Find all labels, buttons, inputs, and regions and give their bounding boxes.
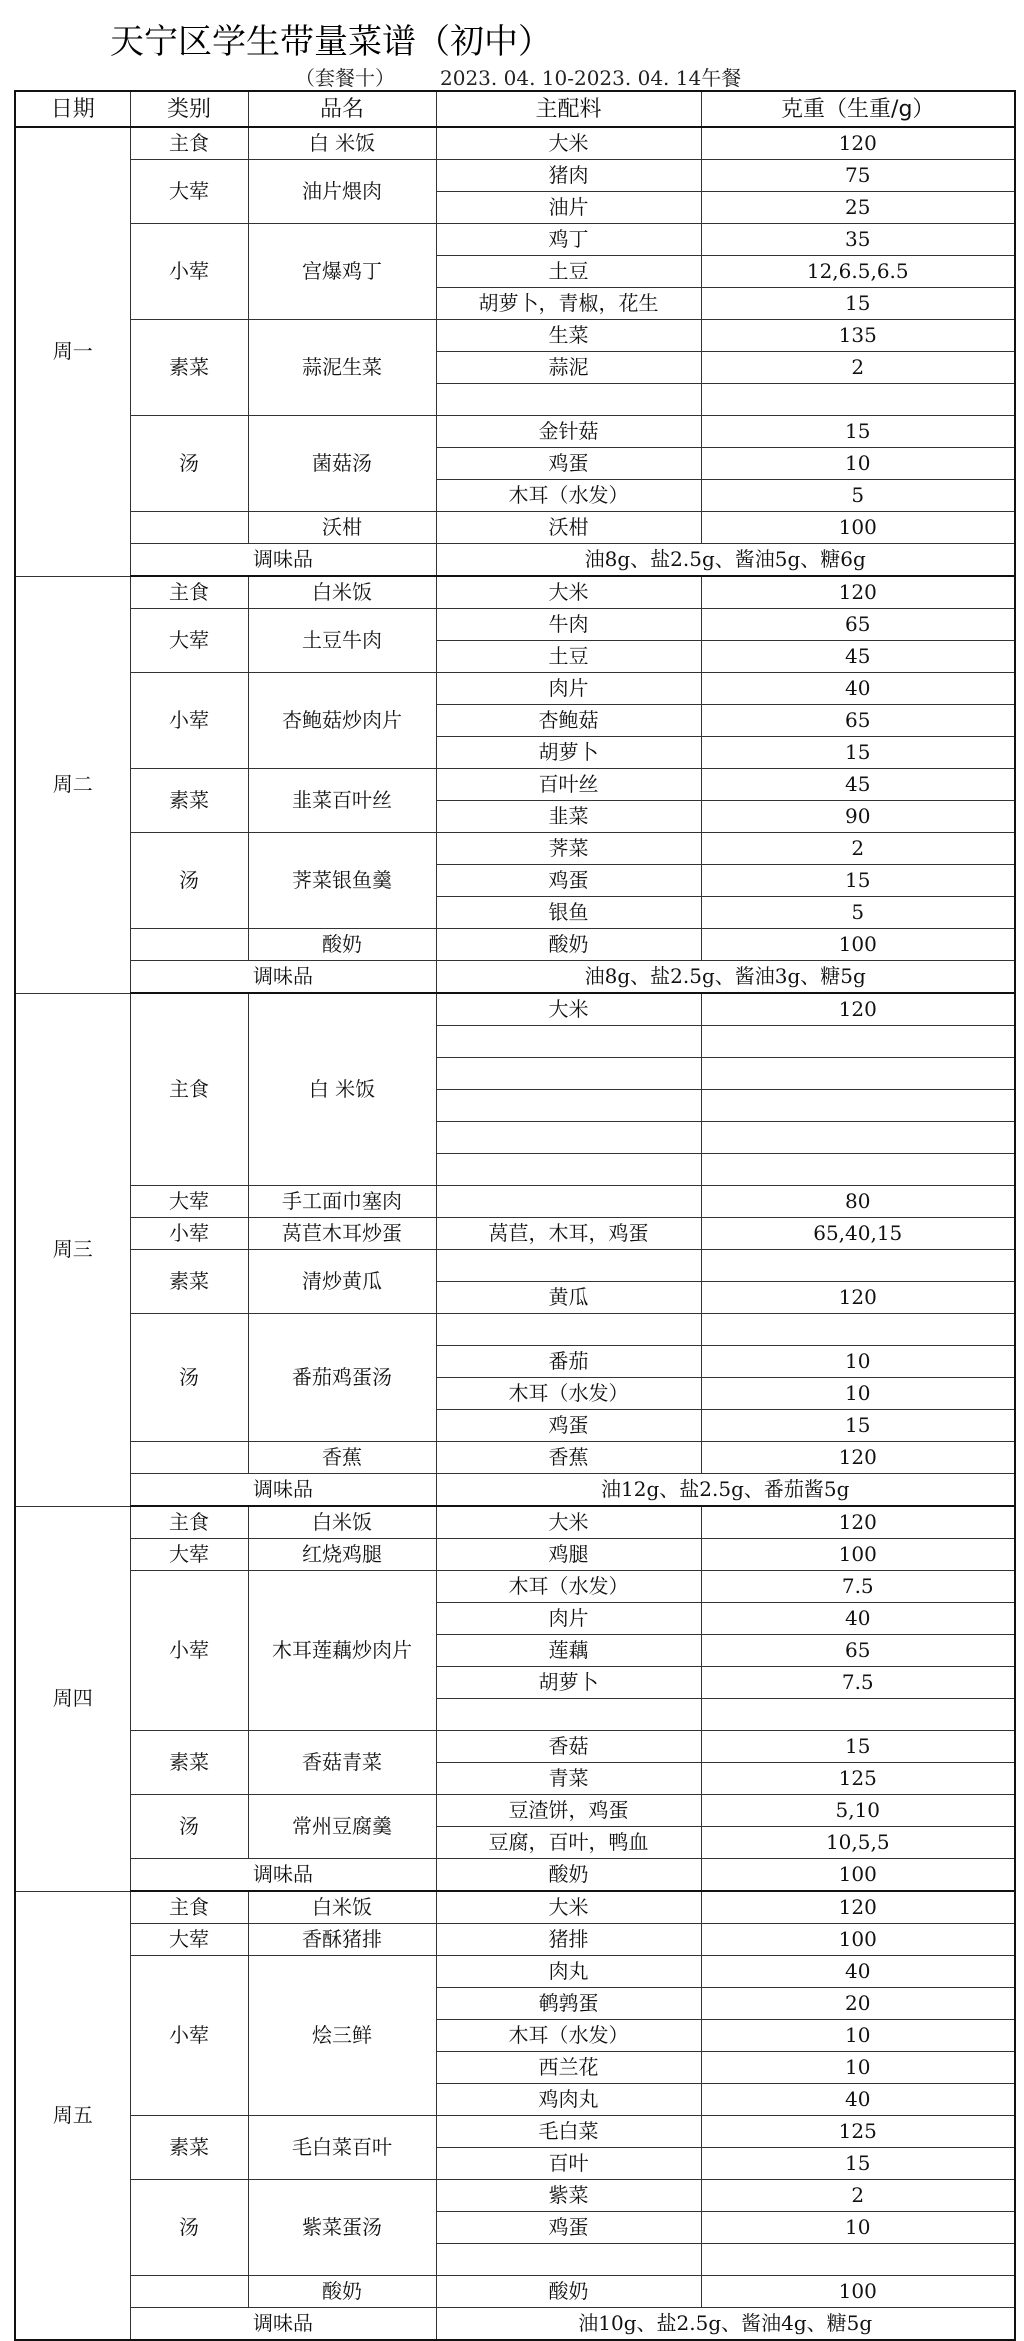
weight-cell: 65 [701,705,1015,737]
table-row [15,1314,1015,1346]
dish-cell: 宫爆鸡丁 [248,224,436,320]
table-row [15,1924,1015,1956]
dish-cell: 油片煨肉 [248,160,436,224]
category-cell: 素菜 [130,2116,248,2180]
weight-cell: 65,40,15 [701,1218,1015,1250]
condiments-label: 调味品 [130,1474,436,1507]
table-row [15,224,1015,256]
dish-cell: 香菇青菜 [248,1731,436,1795]
table-row [15,160,1015,192]
category-cell: 主食 [130,1506,248,1539]
ingredient-cell: 牛肉 [436,609,701,641]
ingredient-cell: 土豆 [436,256,701,288]
ingredient-cell: 鹌鹑蛋 [436,1988,701,2020]
category-cell: 素菜 [130,1731,248,1795]
dish-cell: 清炒黄瓜 [248,1250,436,1314]
category-cell [130,2276,248,2308]
weight-cell: 25 [701,192,1015,224]
ingredient-cell: 木耳（水发） [436,1378,701,1410]
weight-cell [701,1058,1015,1090]
table-row [15,1731,1015,1763]
weight-cell: 15 [701,1410,1015,1442]
ingredient-cell: 生菜 [436,320,701,352]
condiments-amount: 100 [701,1859,1015,1892]
page-title: 天宁区学生带量菜谱（初中） [110,22,552,62]
header-row [15,91,1015,127]
ingredient-cell: 鸡蛋 [436,1410,701,1442]
table-row [15,576,1015,609]
ingredient-cell: 油片 [436,192,701,224]
dish-cell: 酸奶 [248,929,436,961]
weight-cell: 75 [701,160,1015,192]
header-date: 日期 [15,91,130,127]
weight-cell: 15 [701,2148,1015,2180]
weight-cell: 12,6.5,6.5 [701,256,1015,288]
ingredient-cell: 酸奶 [436,929,701,961]
ingredient-cell [436,1186,701,1218]
table-row [15,769,1015,801]
table-row [15,512,1015,544]
category-cell: 小荤 [130,1218,248,1250]
dish-cell: 土豆牛肉 [248,609,436,673]
weight-cell: 135 [701,320,1015,352]
dish-cell: 香蕉 [248,1442,436,1474]
weight-cell: 45 [701,641,1015,673]
ingredient-cell: 木耳（水发） [436,480,701,512]
ingredient-cell [436,1090,701,1122]
ingredient-cell [436,1122,701,1154]
ingredient-cell [436,384,701,416]
ingredient-cell: 鸡丁 [436,224,701,256]
weight-cell [701,1026,1015,1058]
header-category: 类别 [130,91,248,127]
ingredient-cell [436,2244,701,2276]
ingredient-cell [436,1314,701,1346]
dish-cell: 手工面巾塞肉 [248,1186,436,1218]
menu-period: 2023. 04. 10-2023. 04. 14午餐 [440,66,742,90]
ingredient-cell: 猪肉 [436,160,701,192]
ingredient-cell: 大米 [436,993,701,1026]
weight-cell: 125 [701,2116,1015,2148]
category-cell: 汤 [130,416,248,512]
weight-cell: 120 [701,1282,1015,1314]
category-cell: 主食 [130,1891,248,1924]
dish-cell: 白 米饭 [248,993,436,1186]
weight-cell: 65 [701,609,1015,641]
table-row [15,1891,1015,1924]
dish-cell: 白米饭 [248,576,436,609]
menu-table [14,90,1016,2341]
ingredient-cell: 毛白菜 [436,2116,701,2148]
ingredient-cell: 肉丸 [436,1956,701,1988]
weight-cell: 40 [701,1603,1015,1635]
weight-cell: 80 [701,1186,1015,1218]
weight-cell: 40 [701,1956,1015,1988]
dish-cell: 紫菜蛋汤 [248,2180,436,2276]
weight-cell: 5 [701,480,1015,512]
category-cell [130,512,248,544]
category-cell: 汤 [130,833,248,929]
ingredient-cell: 紫菜 [436,2180,701,2212]
dish-cell: 常州豆腐羹 [248,1795,436,1859]
weight-cell: 10,5,5 [701,1827,1015,1859]
table-row [15,1956,1015,1988]
ingredient-cell: 豆渣饼，鸡蛋 [436,1795,701,1827]
set-meal-label: （套餐十） [295,66,395,90]
ingredient-cell: 香蕉 [436,1442,701,1474]
ingredient-cell [436,1058,701,1090]
category-cell: 主食 [130,993,248,1186]
weight-cell: 65 [701,1635,1015,1667]
weight-cell: 120 [701,1891,1015,1924]
table-row [15,2116,1015,2148]
ingredient-cell: 莴苣，木耳，鸡蛋 [436,1218,701,1250]
weight-cell: 2 [701,2180,1015,2212]
weight-cell [701,1314,1015,1346]
ingredient-cell: 蒜泥 [436,352,701,384]
table-row [15,673,1015,705]
ingredient-cell: 荠菜 [436,833,701,865]
day-cell: 周三 [15,993,130,1506]
table-row [15,1218,1015,1250]
weight-cell: 100 [701,1539,1015,1571]
table-row [15,929,1015,961]
ingredient-cell: 青菜 [436,1763,701,1795]
table-row [15,993,1015,1026]
ingredient-cell: 胡萝卜 [436,737,701,769]
weight-cell: 125 [701,1763,1015,1795]
ingredient-cell: 大米 [436,1506,701,1539]
ingredient-cell: 大米 [436,576,701,609]
category-cell [130,1442,248,1474]
ingredient-cell: 豆腐，百叶，鸭血 [436,1827,701,1859]
weight-cell: 5,10 [701,1795,1015,1827]
weight-cell: 120 [701,1442,1015,1474]
weight-cell: 2 [701,833,1015,865]
weight-cell: 100 [701,512,1015,544]
category-cell: 小荤 [130,1571,248,1731]
dish-cell: 烩三鲜 [248,1956,436,2116]
weight-cell: 7.5 [701,1571,1015,1603]
category-cell: 小荤 [130,1956,248,2116]
condiments-label: 调味品 [130,1859,436,1892]
ingredient-cell: 银鱼 [436,897,701,929]
dish-cell: 蒜泥生菜 [248,320,436,416]
ingredient-cell: 金针菇 [436,416,701,448]
header-weight: 克重（生重/g） [701,91,1015,127]
weight-cell: 120 [701,576,1015,609]
ingredient-cell: 百叶丝 [436,769,701,801]
ingredient-cell: 土豆 [436,641,701,673]
weight-cell: 35 [701,224,1015,256]
ingredient-cell: 百叶 [436,2148,701,2180]
weight-cell: 10 [701,1346,1015,1378]
ingredient-cell: 莲藕 [436,1635,701,1667]
category-cell: 汤 [130,1795,248,1859]
weight-cell: 15 [701,865,1015,897]
category-cell: 主食 [130,127,248,160]
ingredient-cell: 鸡腿 [436,1539,701,1571]
weight-cell: 45 [701,769,1015,801]
category-cell: 小荤 [130,673,248,769]
table-row [15,1250,1015,1282]
ingredient-cell [436,1699,701,1731]
ingredient-cell: 鸡蛋 [436,2212,701,2244]
dish-cell: 白 米饭 [248,127,436,160]
dish-cell: 白米饭 [248,1891,436,1924]
weight-cell: 100 [701,929,1015,961]
category-cell: 大荤 [130,609,248,673]
dish-cell: 杏鲍菇炒肉片 [248,673,436,769]
weight-cell: 10 [701,2212,1015,2244]
dish-cell: 白米饭 [248,1506,436,1539]
category-cell [130,929,248,961]
ingredient-cell: 胡萝卜 [436,1667,701,1699]
category-cell: 汤 [130,2180,248,2276]
weight-cell: 40 [701,2084,1015,2116]
day-cell: 周一 [15,127,130,576]
dish-cell: 酸奶 [248,2276,436,2308]
category-cell: 汤 [130,1314,248,1442]
ingredient-cell: 西兰花 [436,2052,701,2084]
ingredient-cell [436,1250,701,1282]
ingredient-cell: 韭菜 [436,801,701,833]
condiments-row [15,961,1015,994]
dish-cell: 毛白菜百叶 [248,2116,436,2180]
ingredient-cell: 猪排 [436,1924,701,1956]
ingredient-cell: 鸡蛋 [436,865,701,897]
weight-cell: 15 [701,288,1015,320]
ingredient-cell [436,1154,701,1186]
table-row [15,1186,1015,1218]
table-row [15,416,1015,448]
ingredient-cell: 大米 [436,1891,701,1924]
category-cell: 素菜 [130,769,248,833]
condiments-value: 油10g、盐2.5g、酱油4g、糖5g [436,2308,1015,2341]
weight-cell: 10 [701,448,1015,480]
ingredient-cell: 杏鲍菇 [436,705,701,737]
day-cell: 周二 [15,576,130,993]
weight-cell: 2 [701,352,1015,384]
ingredient-cell: 沃柑 [436,512,701,544]
weight-cell [701,1250,1015,1282]
weight-cell: 20 [701,1988,1015,2020]
weight-cell [701,1699,1015,1731]
table-row [15,1442,1015,1474]
condiments-row [15,2308,1015,2341]
dish-cell: 红烧鸡腿 [248,1539,436,1571]
ingredient-cell: 胡萝卜，青椒，花生 [436,288,701,320]
dish-cell: 荠菜银鱼羹 [248,833,436,929]
weight-cell: 15 [701,1731,1015,1763]
category-cell: 主食 [130,576,248,609]
ingredient-cell [436,1026,701,1058]
table-row [15,2276,1015,2308]
category-cell: 大荤 [130,160,248,224]
day-cell: 周四 [15,1506,130,1891]
ingredient-cell: 鸡肉丸 [436,2084,701,2116]
ingredient-cell: 黄瓜 [436,1282,701,1314]
weight-cell: 100 [701,1924,1015,1956]
dish-cell: 沃柑 [248,512,436,544]
condiments-value: 油12g、盐2.5g、番茄酱5g [436,1474,1015,1507]
day-cell: 周五 [15,1891,130,2340]
dish-cell: 莴苣木耳炒蛋 [248,1218,436,1250]
weight-cell: 10 [701,2052,1015,2084]
condiments-row [15,1474,1015,1507]
weight-cell [701,384,1015,416]
ingredient-cell: 香菇 [436,1731,701,1763]
table-row [15,609,1015,641]
category-cell: 素菜 [130,320,248,416]
table-row [15,833,1015,865]
weight-cell: 40 [701,673,1015,705]
ingredient-cell: 大米 [436,127,701,160]
ingredient-cell: 番茄 [436,1346,701,1378]
weight-cell: 5 [701,897,1015,929]
weight-cell [701,1154,1015,1186]
table-row [15,2180,1015,2212]
condiments-value: 油8g、盐2.5g、酱油3g、糖5g [436,961,1015,994]
table-row [15,1539,1015,1571]
weight-cell: 120 [701,127,1015,160]
weight-cell: 120 [701,993,1015,1026]
condiments-label: 调味品 [130,961,436,994]
ingredient-cell: 酸奶 [436,2276,701,2308]
weight-cell: 90 [701,801,1015,833]
weight-cell: 100 [701,2276,1015,2308]
ingredient-cell: 鸡蛋 [436,448,701,480]
ingredient-cell: 肉片 [436,1603,701,1635]
condiments-label: 调味品 [130,544,436,577]
weight-cell: 15 [701,737,1015,769]
condiments-item: 酸奶 [436,1859,701,1892]
ingredient-cell: 肉片 [436,673,701,705]
category-cell: 素菜 [130,1250,248,1314]
condiments-value: 油8g、盐2.5g、酱油5g、糖6g [436,544,1015,577]
dish-cell: 香酥猪排 [248,1924,436,1956]
table-row [15,127,1015,160]
table-row [15,1506,1015,1539]
header-ingredients: 主配料 [436,91,701,127]
weight-cell: 15 [701,416,1015,448]
weight-cell [701,2244,1015,2276]
header-dish: 品名 [248,91,436,127]
dish-cell: 番茄鸡蛋汤 [248,1314,436,1442]
condiments-row [15,1859,1015,1892]
ingredient-cell: 木耳（水发） [436,1571,701,1603]
weight-cell: 120 [701,1506,1015,1539]
category-cell: 小荤 [130,224,248,320]
ingredient-cell: 木耳（水发） [436,2020,701,2052]
category-cell: 大荤 [130,1539,248,1571]
condiments-row [15,544,1015,577]
weight-cell: 7.5 [701,1667,1015,1699]
dish-cell: 菌菇汤 [248,416,436,512]
weight-cell: 10 [701,1378,1015,1410]
category-cell: 大荤 [130,1924,248,1956]
table-row [15,1795,1015,1827]
condiments-label: 调味品 [130,2308,436,2341]
table-row [15,1571,1015,1603]
table-row [15,320,1015,352]
weight-cell: 10 [701,2020,1015,2052]
weight-cell [701,1090,1015,1122]
category-cell: 大荤 [130,1186,248,1218]
dish-cell: 韭菜百叶丝 [248,769,436,833]
weight-cell [701,1122,1015,1154]
dish-cell: 木耳莲藕炒肉片 [248,1571,436,1731]
